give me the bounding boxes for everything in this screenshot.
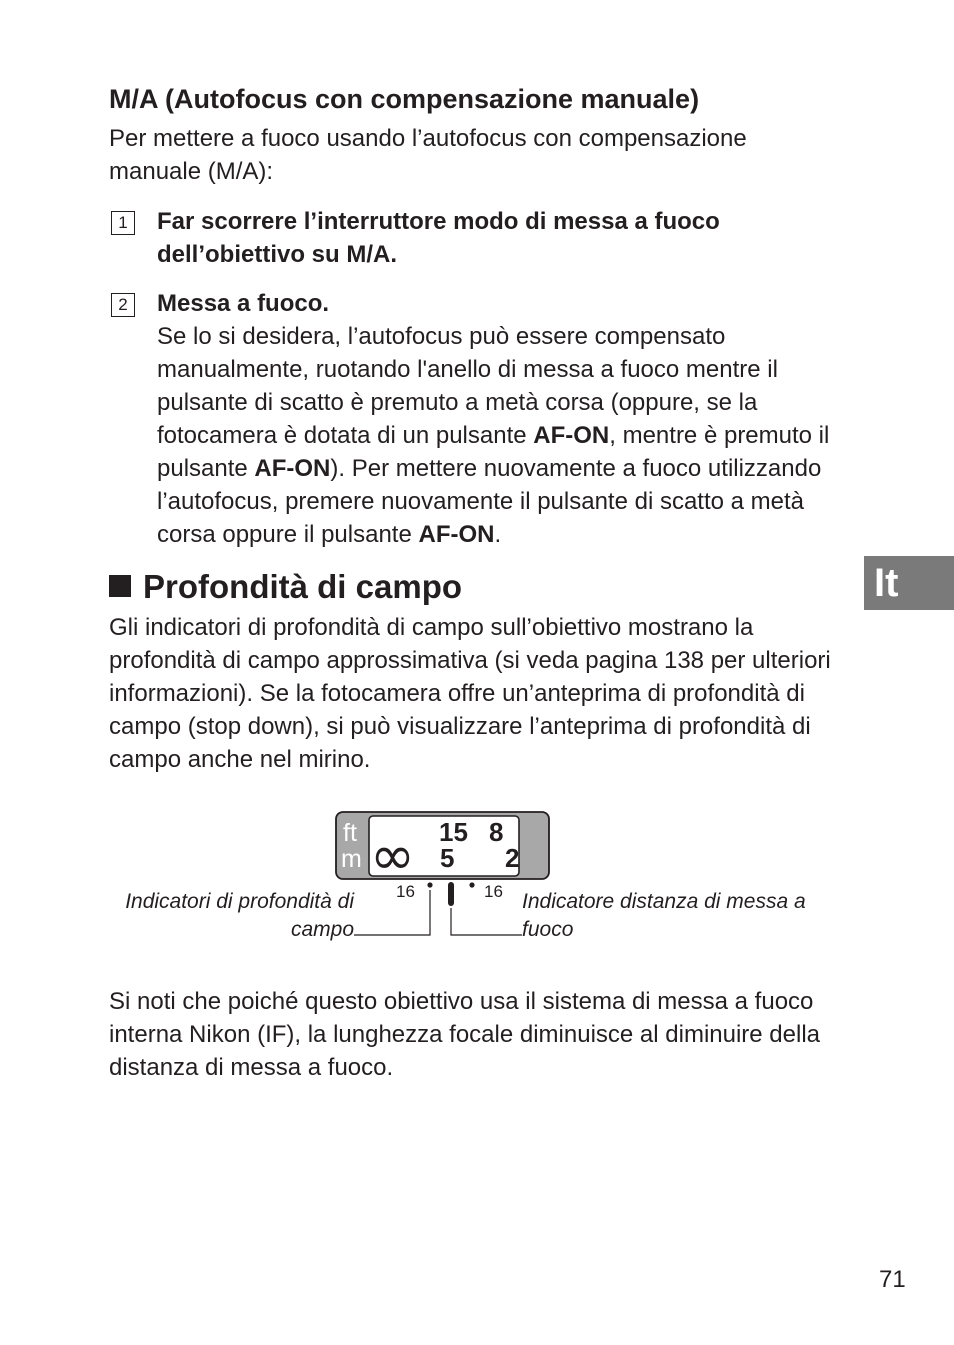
- caption-focus-indicator: Indicatore distanza di messa a fuoco: [522, 890, 806, 941]
- dof-label-left: 16: [396, 882, 415, 901]
- depth-heading-text: Profondità di campo: [143, 568, 463, 605]
- leader-line-right: [451, 908, 522, 935]
- unit-ft: ft: [343, 819, 357, 847]
- depth-paragraph: Gli indicatori di profondità di campo sull’obiettivo mostrano la profondità di campo approssimativa (si veda pagina 138 per ulteriori informazioni). Se la fotocamera offre un’anteprima di profondità di campo (stop down), si può visualizzare l’anteprima di profondità di campo anche nel mirino.: [109, 614, 831, 773]
- page-number: 71: [879, 1266, 906, 1293]
- section-heading-ma: M/A (Autofocus con compensazione manuale): [109, 84, 700, 114]
- step-2-text-c: ). Per mettere nuovamente a fuoco utilizzando l’autofocus, premere nuovamente il pulsante di scatto a metà corsa oppure il pulsante: [157, 455, 822, 548]
- af-on-label: AF-ON: [254, 455, 331, 482]
- m-scale-2: 2: [505, 843, 520, 873]
- intro-paragraph: Per mettere a fuoco usando l’autofocus con compensazione manuale (M/A):: [109, 125, 747, 185]
- dof-dot-left: [427, 882, 432, 887]
- step-2-text-b: , mentre è premuto il pulsante: [157, 422, 830, 482]
- step-2: [157, 287, 857, 551]
- step-2-title: Messa a fuoco.: [157, 290, 330, 317]
- step-number-2: 2: [111, 293, 135, 317]
- step-2-text-d: .: [494, 521, 502, 548]
- m-scale-5: 5: [440, 843, 455, 873]
- af-on-label: AF-ON: [533, 422, 610, 449]
- caption-dof-indicators: Indicatori di profondità di campo: [125, 890, 354, 941]
- step-2-body: [157, 320, 857, 551]
- step-number-1: 1: [111, 211, 135, 235]
- note-paragraph: Si noti che poiché questo obiettivo usa il sistema di messa a fuoco interna Nikon (IF), la lunghezza focale diminuisce al diminuire della distanza di messa a fuoco.: [109, 988, 821, 1081]
- language-tab: It: [864, 556, 954, 610]
- section-heading-depth: [109, 568, 462, 606]
- unit-m: m: [341, 845, 362, 873]
- dof-label-right: 16: [484, 882, 503, 901]
- dof-dot-right: [469, 882, 474, 887]
- square-bullet-icon: [109, 575, 131, 597]
- infinity-mark: ∞: [370, 824, 415, 887]
- step-2-text-a: Se lo si desidera, l’autofocus può essere compensato manualmente, ruotando l'anello di messa a fuoco mentre il pulsante di scatto è premuto a metà corsa (oppure, se la fotocamera è dotata di un pulsante: [157, 323, 778, 449]
- ft-scale-8: 8: [489, 817, 504, 847]
- focus-distance-index: [448, 882, 454, 906]
- step-1-title: Far scorrere l’interruttore modo di messa a fuoco dell’obiettivo su M/A.: [157, 208, 720, 268]
- ft-scale-15: 15: [439, 817, 468, 847]
- af-on-label: AF-ON: [418, 521, 495, 548]
- leader-line-left: [354, 890, 430, 935]
